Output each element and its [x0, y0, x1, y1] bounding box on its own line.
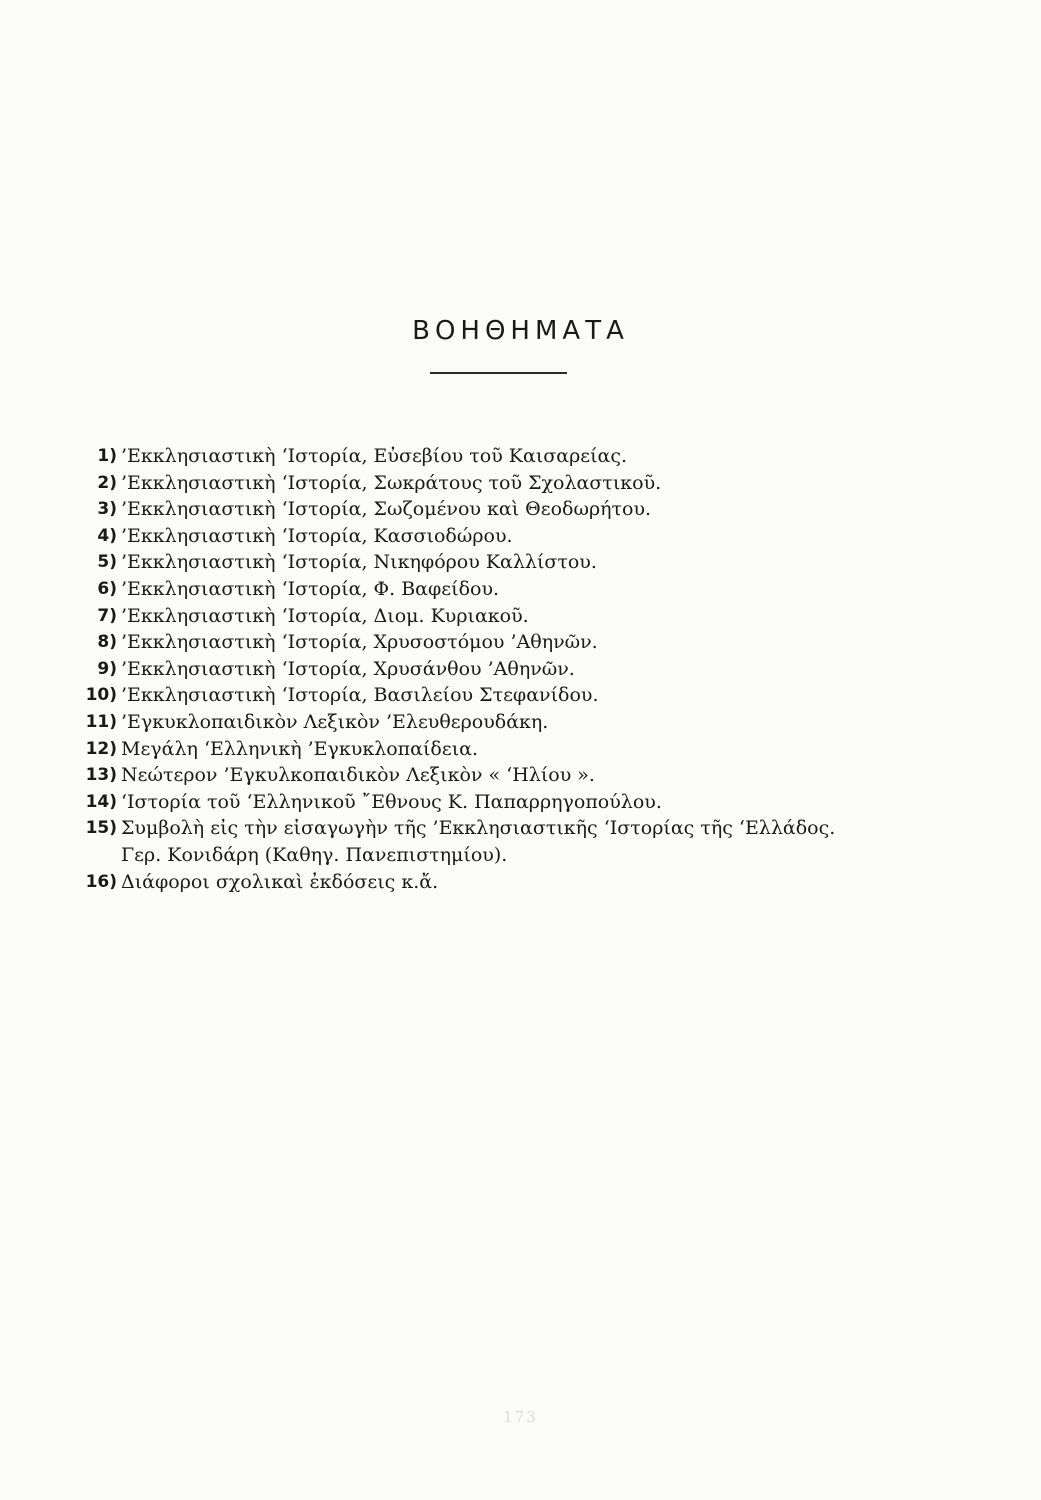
item-text: ’Εγκυκλοπαιδικὸν Λεξικὸν ’Ελευθερουδάκη. [121, 710, 549, 733]
item-text: Διάφοροι σχολικαὶ ἐκδόσεις κ.ἄ. [121, 870, 439, 893]
item-text: Συμβολὴ εἰς τὴν εἰσαγωγὴν τῆς ’Εκκλησιαστικῆς ‘Ιστορίας τῆς ‘Ελλάδος. [121, 817, 836, 840]
list-item [0, 549, 1041, 576]
item-text: ’Εκκλησιαστικὴ ‘Ιστορία, Κασσιοδώρου. [121, 524, 513, 547]
item-number: 15) [85, 818, 117, 839]
list-item [0, 603, 1041, 630]
item-number: 5) [97, 552, 117, 573]
item-number: 7) [97, 605, 117, 626]
item-number: 4) [97, 525, 117, 546]
list-item-continuation [0, 842, 1041, 869]
list-item [0, 523, 1041, 550]
list-item [0, 470, 1041, 497]
list-item [0, 629, 1041, 656]
item-text: ’Εκκλησιαστικὴ ‘Ιστορία, Χρυσοστόμου ’Αθηνῶν. [121, 631, 598, 654]
title-underline [430, 372, 567, 374]
item-number: 16) [85, 871, 117, 892]
item-text: ’Εκκλησιαστικὴ ‘Ιστορία, Σωζομένου καὶ Θεοδωρήτου. [121, 498, 652, 521]
list-item [0, 736, 1041, 763]
item-text: ’Εκκλησιαστικὴ ‘Ιστορία, Βασιλείου Στεφανίδου. [121, 684, 599, 707]
item-text: ’Εκκλησιαστικὴ ‘Ιστορία, Εὐσεβίου τοῦ Καισαρείας. [121, 445, 628, 467]
page-title: ΒΟΗΘΗΜΑΤΑ [412, 316, 629, 346]
list-item [0, 576, 1041, 603]
item-number: 9) [97, 658, 117, 679]
item-number: 8) [97, 632, 117, 653]
item-number: 11) [85, 711, 117, 732]
item-text: ’Εκκλησιαστικὴ ‘Ιστορία, Διομ. Κυριακοῦ. [121, 604, 529, 627]
list-item [0, 762, 1041, 789]
bibliography-list [0, 443, 1041, 895]
item-text: Μεγάλη ‘Ελληνικὴ ’Εγκυκλοπαίδεια. [121, 737, 479, 760]
list-item [0, 682, 1041, 709]
page-number: 173 [503, 1408, 538, 1426]
list-item [0, 709, 1041, 736]
list-item [0, 815, 1041, 842]
item-text: ’Εκκλησιαστικὴ ‘Ιστορία, Νικηφόρου Καλλίστου. [121, 551, 597, 574]
item-number: 14) [85, 791, 117, 812]
item-number: 13) [85, 765, 117, 786]
item-number: 2) [97, 472, 117, 493]
item-text: ’Εκκλησιαστικὴ ‘Ιστορία, Σωκράτους τοῦ Σχολαστικοῦ. [121, 471, 662, 494]
item-text-continuation: Γερ. Κονιδάρη (Καθηγ. Πανεπιστημίου). [121, 843, 508, 866]
item-text: ’Εκκλησιαστικὴ ‘Ιστορία, Χρυσάνθου ’Αθηνῶν. [121, 657, 575, 680]
list-item [0, 443, 1041, 470]
item-number: 10) [85, 685, 117, 706]
list-item [0, 869, 1041, 896]
item-text: Νεώτερον ’Εγκυλκοπαιδικὸν Λεξικὸν « ‘Ηλίου ». [121, 764, 595, 787]
list-item [0, 789, 1041, 816]
item-number: 3) [97, 499, 117, 520]
list-item [0, 496, 1041, 523]
item-text: ’Εκκλησιαστικὴ ‘Ιστορία, Φ. Βαφείδου. [121, 577, 500, 600]
list-item [0, 656, 1041, 683]
item-number: 12) [85, 738, 117, 759]
item-number: 6) [97, 578, 117, 599]
item-number: 1) [97, 446, 117, 466]
item-text: ‘Ιστορία τοῦ ‘Ελληνικοῦ ῎Εθνους Κ. Παπαρρηγοπούλου. [121, 790, 662, 813]
